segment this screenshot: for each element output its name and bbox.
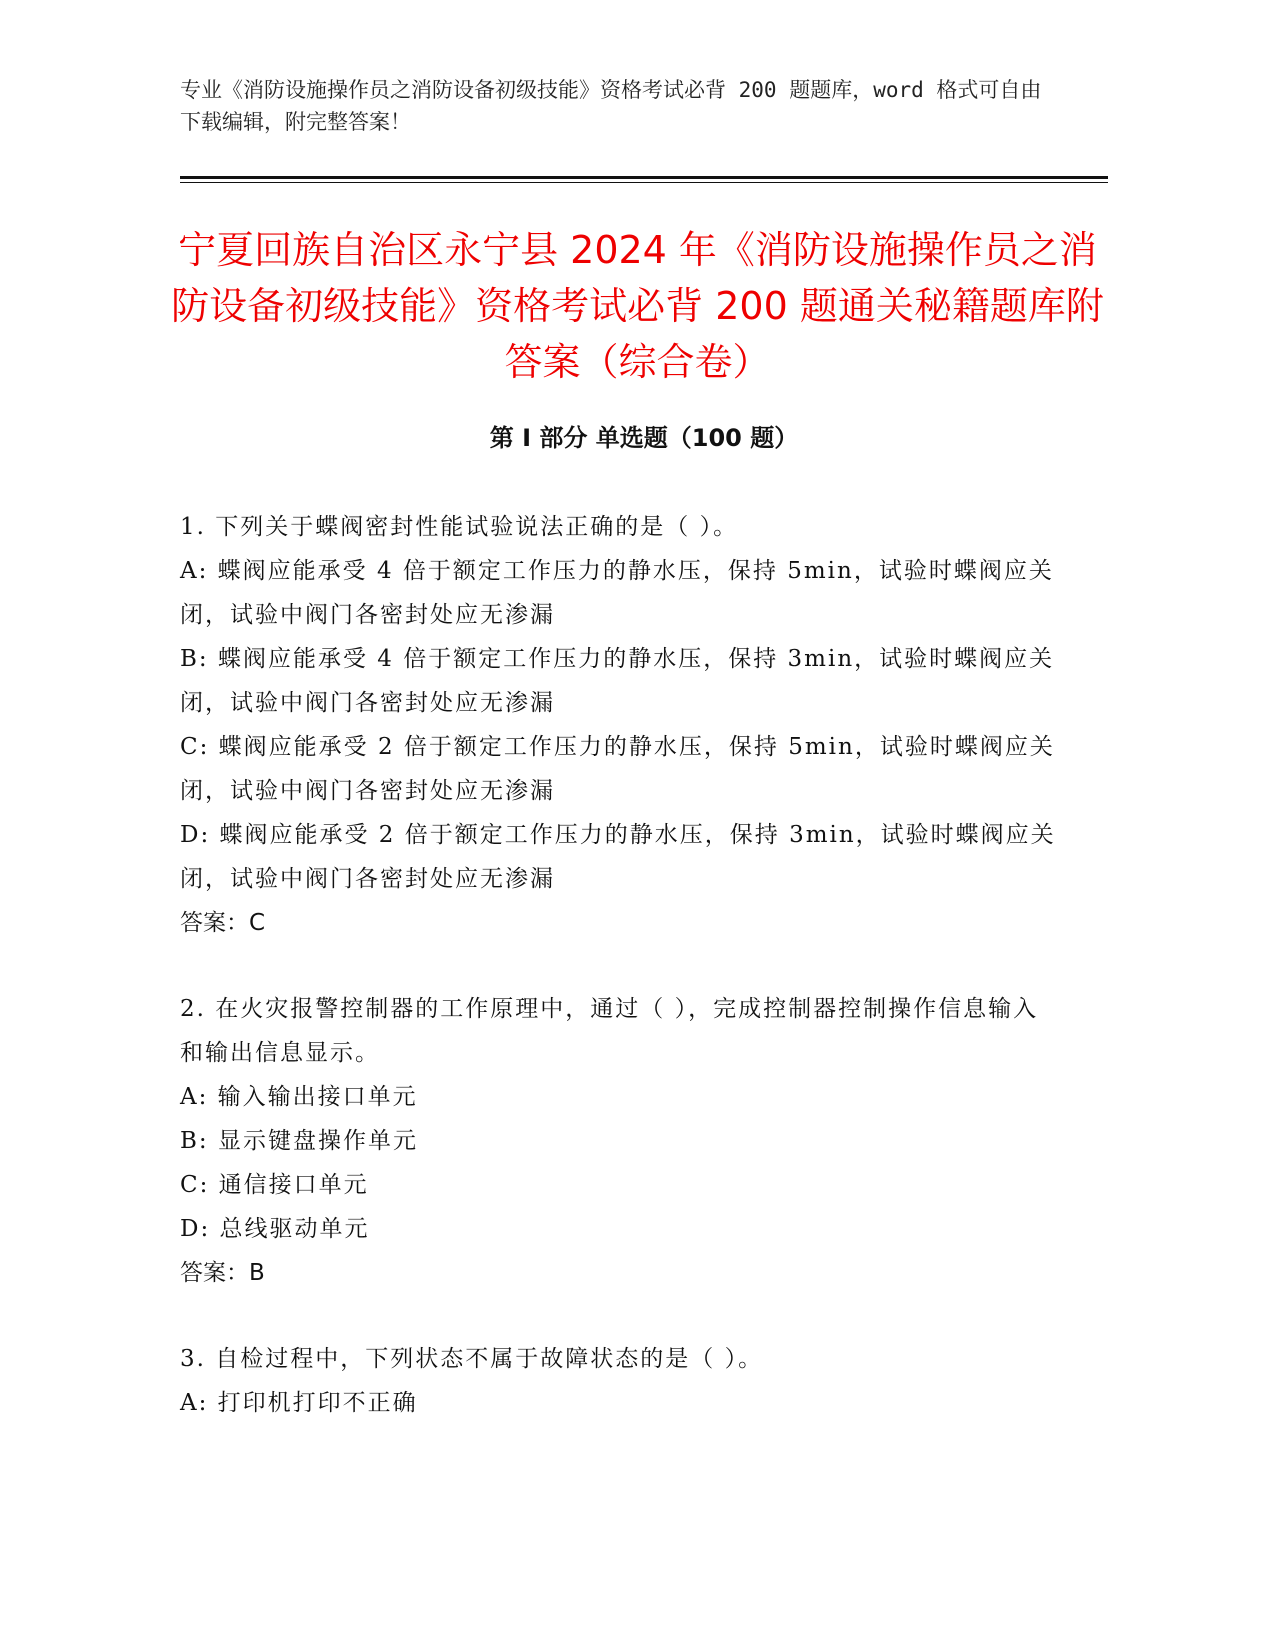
option-a: A: 打印机打印不正确	[180, 1390, 418, 1416]
question-text: 2. 在火灾报警控制器的工作原理中，通过（ ），完成控制器控制操作信息输入和输出信息显示。	[180, 996, 1039, 1066]
answer: 答案：C	[180, 910, 266, 936]
option-a: A: 蝶阀应能承受 4 倍于额定工作压力的静水压，保持 5min，试验时蝶阀应关闭，试验中阀门各密封处应无渗漏	[180, 558, 1054, 628]
header-note: 专业《消防设施操作员之消防设备初级技能》资格考试必背 200 题题库，word 格式可自由下载编辑，附完整答案！	[180, 78, 1042, 134]
option-c: C: 蝶阀应能承受 2 倍于额定工作压力的静水压，保持 5min，试验时蝶阀应关闭，试验中阀门各密封处应无渗漏	[180, 734, 1055, 804]
question-2	[180, 987, 1060, 1295]
option-d: D: 总线驱动单元	[180, 1216, 370, 1242]
question-3	[180, 1337, 1060, 1425]
header-rule-thick	[180, 176, 1108, 179]
question-text: 3. 自检过程中，下列状态不属于故障状态的是（ ）。	[180, 1346, 764, 1372]
header-rule-thin	[180, 182, 1108, 183]
section-title: 第 I 部分 单选题（100 题）	[489, 424, 799, 452]
question-1	[180, 505, 1060, 945]
question-list	[180, 505, 1060, 1467]
option-c: C: 通信接口单元	[180, 1172, 369, 1198]
document-title: 宁夏回族自治区永宁县 2024 年《消防设施操作员之消防设备初级技能》资格考试必背 200 题通关秘籍题库附答案（综合卷）	[171, 228, 1104, 384]
option-b: B: 显示键盘操作单元	[180, 1128, 418, 1154]
question-text: 1. 下列关于蝶阀密封性能试验说法正确的是（ ）。	[180, 514, 739, 540]
option-a: A: 输入输出接口单元	[180, 1084, 418, 1110]
answer: 答案：B	[180, 1260, 265, 1286]
option-b: B: 蝶阀应能承受 4 倍于额定工作压力的静水压，保持 3min，试验时蝶阀应关闭，试验中阀门各密封处应无渗漏	[180, 646, 1055, 716]
option-d: D: 蝶阀应能承受 2 倍于额定工作压力的静水压，保持 3min，试验时蝶阀应关闭，试验中阀门各密封处应无渗漏	[180, 822, 1056, 892]
